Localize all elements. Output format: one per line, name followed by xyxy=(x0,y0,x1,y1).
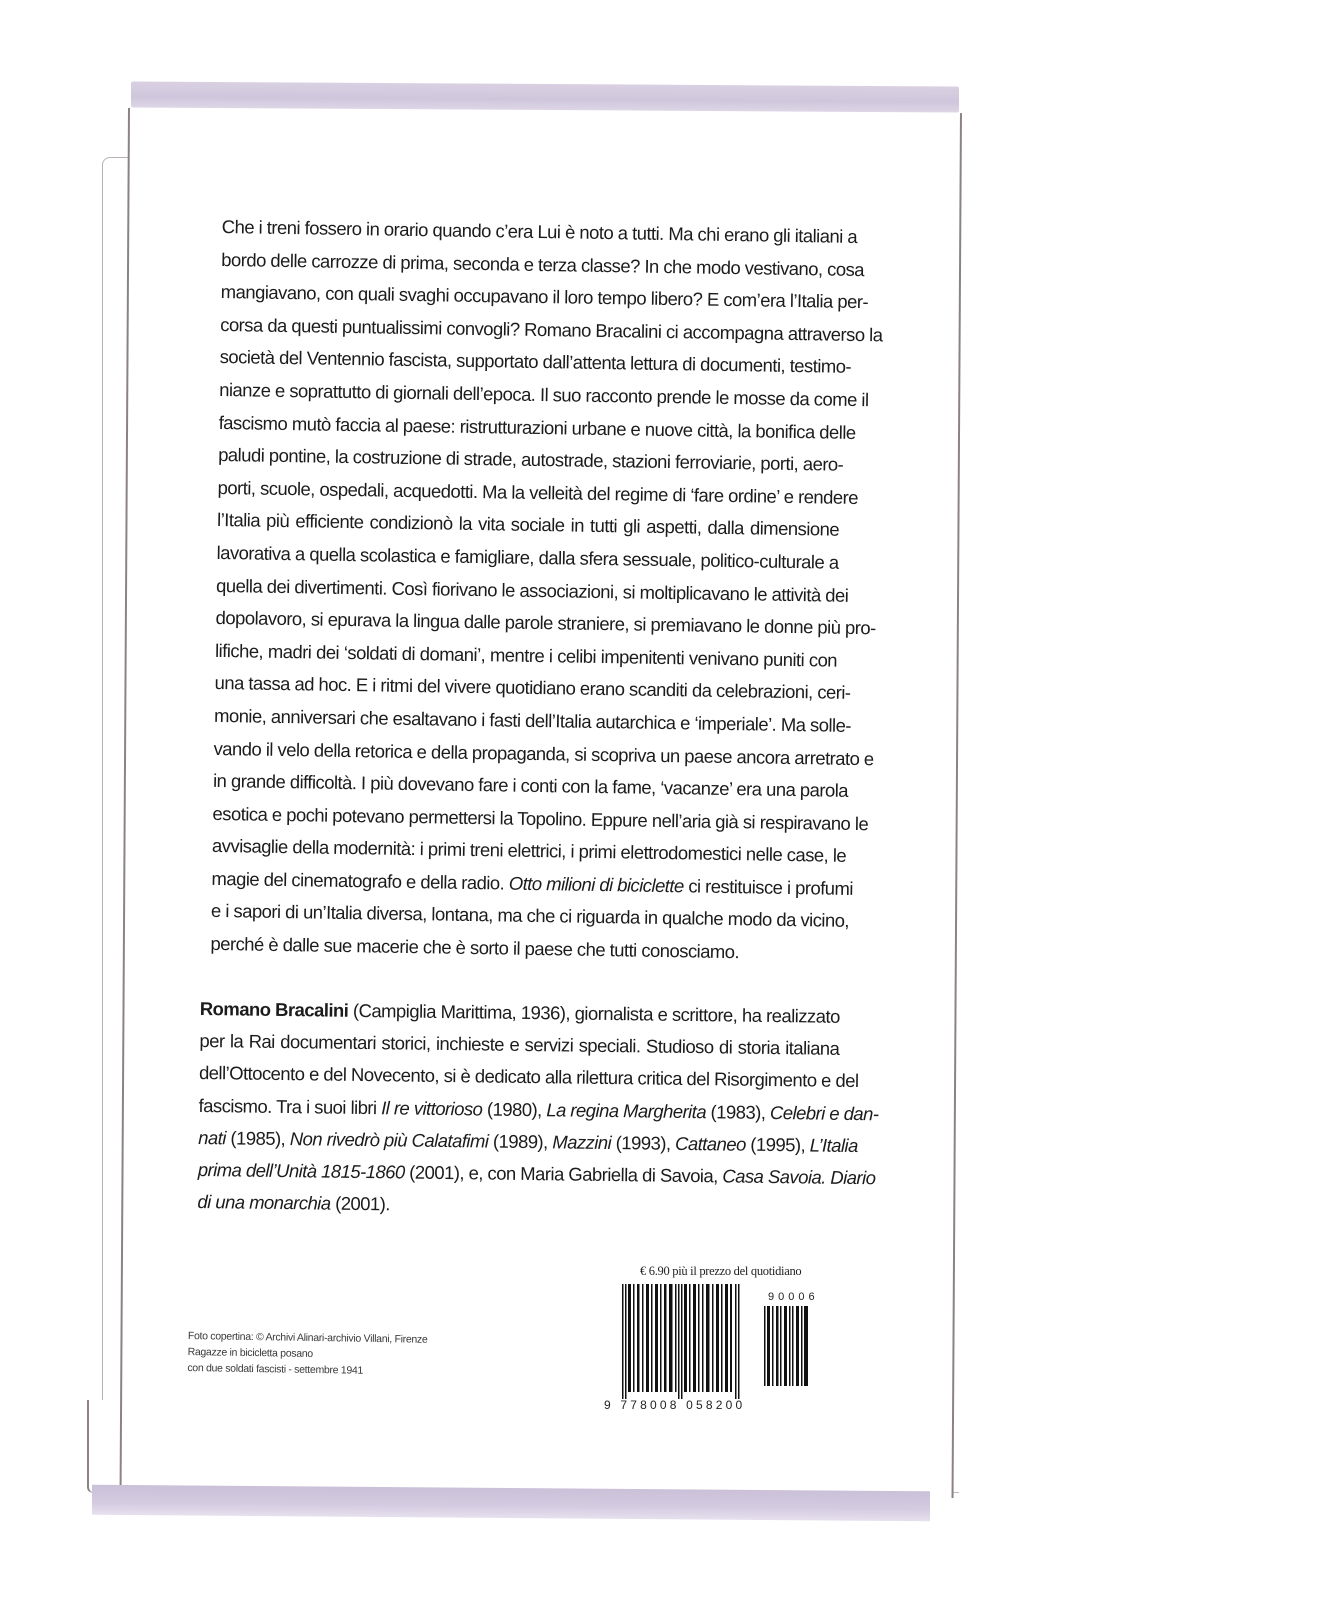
blurb-line: e i sapori di un’Italia diversa, lontana, ma che ci riguarda in qualche modo da vicino, xyxy=(210,900,850,932)
book-title: Non rivedrò più Calatafimi xyxy=(289,1127,489,1152)
bio-text-run: (1995), xyxy=(745,1133,810,1156)
book-title: Cattaneo xyxy=(674,1132,746,1155)
blurb-line: quella dei divertimenti. Così fiorivano le associazioni, si moltiplicavano le attività dei xyxy=(215,574,849,606)
credit-line: Foto copertina: © Archivi Alinari-archivio Villani, Firenze xyxy=(187,1329,428,1346)
addon-barcode-icon xyxy=(764,1306,810,1386)
blurb-line: lavorativa a quella scolastica e famigliare, dalla sfera sessuale, politico-culturale a xyxy=(216,541,839,573)
ean-barcode-icon xyxy=(622,1284,740,1399)
blurb-line: dopolavoro, si epurava la lingua dalle parole straniere, si premiavano le donne più pro- xyxy=(215,607,876,639)
book-title: nati xyxy=(198,1126,227,1149)
book-title: Celebri e dan- xyxy=(769,1101,879,1124)
blurb-line: vando il velo della retorica e della propaganda, si scopriva un paese ancora arretrato e xyxy=(213,737,874,769)
blurb-line: porti, scuole, ospedali, acquedotti. Ma la velleità del regime di ‘fare ordine’ e rendere xyxy=(217,476,859,508)
bio-text-run: (1989), xyxy=(488,1130,553,1153)
blurb-line: Che i treni fossero in orario quando c’era Lui è noto a tutti. Ma chi erano gli italiani a xyxy=(221,215,858,247)
book-title: L’Italia xyxy=(809,1134,858,1156)
blurb-text-run: magie del cinematografo e della radio. xyxy=(211,867,510,894)
blurb-line: l’Italia più efficiente condizionò la vita sociale in tutti gli aspetti, dalla dimensione xyxy=(216,509,840,541)
book-title: Casa Savoia. Diario xyxy=(722,1165,876,1189)
bio-text-run: (1980), xyxy=(482,1098,547,1120)
blurb-text xyxy=(210,211,883,970)
blurb-text-run: ci restituisce i profumi xyxy=(683,875,854,899)
blurb-line: corsa da questi puntualissimi convogli? Romano Bracalini ci accompagna attraverso la xyxy=(220,313,883,346)
blurb-line: perché è dalle sue macerie che è sorto il paese che tutti conosciamo. xyxy=(210,932,740,963)
blurb-line: avvisaglie della modernità: i primi treni elettrici, i primi elettrodomestici nelle case, le xyxy=(211,835,847,867)
book-title: Il re vittorioso xyxy=(381,1096,483,1120)
book-title: prima dell’Unità 1815-1860 xyxy=(197,1159,405,1183)
author-bio xyxy=(197,993,879,1226)
bio-text-run: (Campiglia Marittima, 1936), giornalista e scrittore, ha realizzato xyxy=(348,999,840,1027)
addon-digits: 90006 xyxy=(768,1291,819,1303)
bio-text-run: fascismo. Tra i suoi libri xyxy=(198,1094,382,1118)
photo-credits xyxy=(187,1328,427,1380)
blurb-line: nianze e soprattutto di giornali dell’epoca. Il suo racconto prende le mosse da come il xyxy=(219,378,869,411)
bio-line: per la Rai documentari storici, inchieste e servizi speciali. Studioso di storia italiana xyxy=(199,1030,840,1060)
blurb-line: società del Ventennio fascista, supportato dall’attenta lettura di documenti, testimo- xyxy=(219,346,852,378)
blurb-line: paludi pontine, la costruzione di strade, autostrade, stazioni ferroviarie, porti, aero- xyxy=(218,444,844,475)
blurb-line: in grande difficoltà. I più dovevano fare i conti con la fame, ‘vacanze’ era una parola xyxy=(212,770,849,801)
blurb-line: lifiche, madri dei ‘soldati di domani’, mentre i celibi impenitenti venivano puniti con xyxy=(214,639,838,671)
book-bottom-edge-shadow xyxy=(92,1485,930,1522)
book-title: Otto milioni di biciclette xyxy=(508,872,684,897)
book-title: Mazzini xyxy=(552,1131,612,1153)
credit-line: Ragazze in bicicletta posano xyxy=(187,1345,313,1360)
book-title: di una monarchia xyxy=(197,1191,331,1214)
bio-text-run: (1993), xyxy=(611,1131,676,1154)
bio-text-run: (1985), xyxy=(225,1127,290,1149)
price-label: € 6.90 più il prezzo del quotidiano xyxy=(640,1264,802,1278)
blurb-line: esotica e pochi potevano permettersi la Topolino. Eppure nell’aria già si respiravano le xyxy=(212,802,869,834)
bio-text-run: (2001). xyxy=(330,1192,391,1215)
author-name: Romano Bracalini xyxy=(199,997,349,1021)
book-title: La regina Margherita xyxy=(546,1098,707,1122)
blurb-line: mangiavano, con quali svaghi occupavano il loro tempo libero? E com’era l’Italia per- xyxy=(220,281,869,313)
bio-text-run: (2001), e, con Maria Gabriella di Savoia, xyxy=(404,1161,723,1187)
blurb-line: una tassa ad hoc. E i ritmi del vivere quotidiano erano scanditi da celebrazioni, ceri- xyxy=(214,672,851,704)
bio-text-run: (1983), xyxy=(705,1100,771,1123)
blurb-line: monie, anniversari che esaltavano i fasti dell’Italia autarchica e ‘imperiale’. Ma solle- xyxy=(213,704,852,736)
blurb-line: bordo delle carrozze di prima, seconda e terza classe? In che modo vestivano, cosa xyxy=(221,248,865,280)
blurb-line: fascismo mutò faccia al paese: ristrutturazioni urbane e nuove città, la bonifica delle xyxy=(218,411,856,443)
bio-line: dell’Ottocento e del Novecento, si è dedicato alla rilettura critica del Risorgimento e del xyxy=(198,1062,859,1092)
ean-digits: 9 778008 058200 xyxy=(604,1398,746,1412)
credit-line: con due soldati fascisti - settembre 1941 xyxy=(187,1361,364,1377)
